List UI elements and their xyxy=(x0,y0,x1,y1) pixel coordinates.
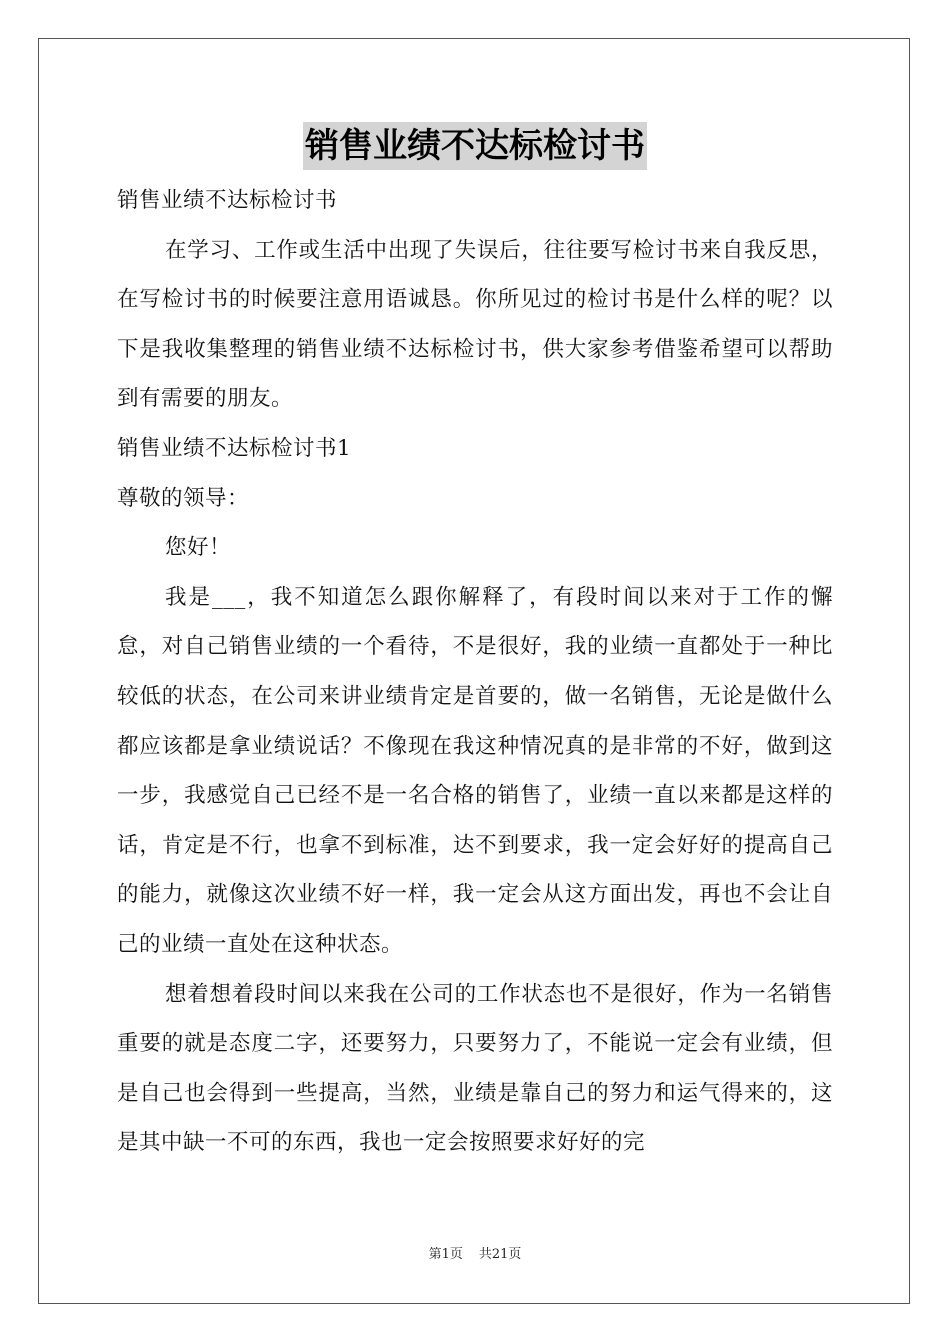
page-number: 第1页 xyxy=(428,1247,463,1262)
page-total: 共21页 xyxy=(478,1247,522,1262)
document-title: 销售业绩不达标检讨书 xyxy=(303,122,647,170)
paragraph-salutation: 尊敬的领导： xyxy=(117,485,250,511)
paragraph-intro: 在学习、工作或生活中出现了失误后，往往要写检讨书来自我反思，在写检讨书的时候要注意用语诚恳。你所见过的检讨书是什么样的呢？以下是我收集整理的销售业绩不达标检讨书，供大家参考借鉴希望可以帮助到有需要的朋友。 xyxy=(117,237,833,412)
page-footer xyxy=(0,1246,950,1264)
document-body xyxy=(117,176,833,1168)
title-container xyxy=(0,122,950,170)
paragraph-section-heading: 销售业绩不达标检讨书1 xyxy=(117,435,352,461)
paragraph-body-1: 我是___，我不知道怎么跟你解释了，有段时间以来对于工作的懈怠，对自己销售业绩的一个看待，不是很好，我的业绩一直都处于一种比较低的状态，在公司来讲业绩肯定是首要的，做一名销售，无论是做什么都应该都是拿业绩说话？不像现在我这种情况真的是非常的不好，做到这一步，我感觉自己已经不是一名合格的销售了，业绩一直以来都是这样的话，肯定是不行，也拿不到标准，达不到要求，我一定会好好的提高自己的能力，就像这次业绩不好一样，我一定会从这方面出发，再也不会让自己的业绩一直处在这种状态。 xyxy=(117,584,833,957)
paragraph-subtitle: 销售业绩不达标检讨书 xyxy=(117,188,338,213)
paragraph-body-2: 想着想着段时间以来我在公司的工作状态也不是很好，作为一名销售重要的就是态度二字，还要努力，只要努力了，不能说一定会有业绩，但是自己也会得到一些提高，当然，业绩是靠自己的努力和运气得来的，这是其中缺一不可的东西，我也一定会按照要求好好的完 xyxy=(117,981,833,1156)
paragraph-greeting: 您好！ xyxy=(165,535,232,561)
